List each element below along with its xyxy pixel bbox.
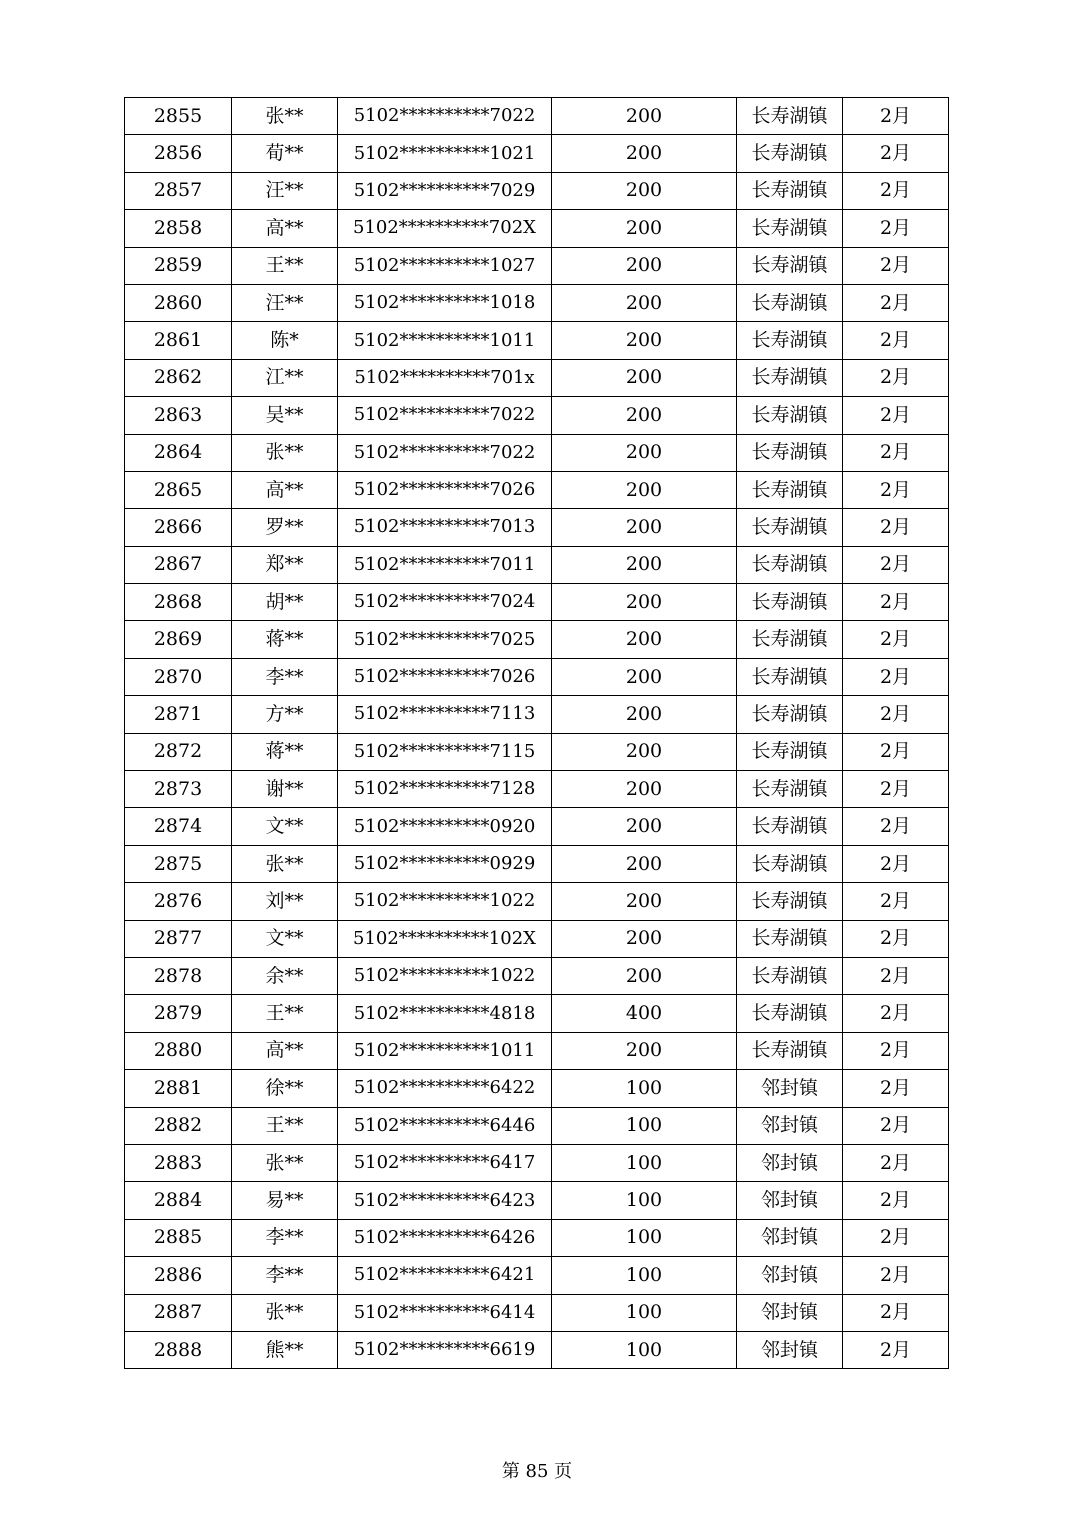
month-cell: 2月: [843, 771, 949, 808]
serial-number-cell: 2861: [125, 322, 232, 359]
amount-cell: 200: [552, 808, 737, 845]
table-row: [125, 845, 949, 882]
amount-cell: 200: [552, 584, 737, 621]
id-number-cell: 5102**********1022: [338, 957, 552, 994]
amount-cell: 200: [552, 733, 737, 770]
serial-number-cell: 2886: [125, 1257, 232, 1294]
id-number-cell: 5102**********7024: [338, 584, 552, 621]
table-row: [125, 322, 949, 359]
table-row: [125, 135, 949, 172]
table-row: [125, 1144, 949, 1181]
table-row: [125, 509, 949, 546]
name-cell: 罗**: [232, 509, 338, 546]
serial-number-cell: 2872: [125, 733, 232, 770]
name-cell: 张**: [232, 98, 338, 135]
serial-number-cell: 2873: [125, 771, 232, 808]
amount-cell: 200: [552, 471, 737, 508]
name-cell: 王**: [232, 995, 338, 1032]
town-cell: 长寿湖镇: [737, 771, 843, 808]
table-row: [125, 471, 949, 508]
table-row: [125, 957, 949, 994]
month-cell: 2月: [843, 658, 949, 695]
id-number-cell: 5102**********6421: [338, 1257, 552, 1294]
town-cell: 邻封镇: [737, 1070, 843, 1107]
amount-cell: 100: [552, 1144, 737, 1181]
month-cell: 2月: [843, 284, 949, 321]
name-cell: 汪**: [232, 284, 338, 321]
serial-number-cell: 2866: [125, 509, 232, 546]
serial-number-cell: 2877: [125, 920, 232, 957]
table-row: [125, 210, 949, 247]
month-cell: 2月: [843, 621, 949, 658]
name-cell: 荀**: [232, 135, 338, 172]
serial-number-cell: 2864: [125, 434, 232, 471]
id-number-cell: 5102**********6423: [338, 1182, 552, 1219]
amount-cell: 100: [552, 1331, 737, 1368]
table-row: [125, 995, 949, 1032]
month-cell: 2月: [843, 883, 949, 920]
serial-number-cell: 2863: [125, 397, 232, 434]
id-number-cell: 5102**********6426: [338, 1219, 552, 1256]
town-cell: 长寿湖镇: [737, 920, 843, 957]
month-cell: 2月: [843, 1070, 949, 1107]
town-cell: 长寿湖镇: [737, 584, 843, 621]
id-number-cell: 5102**********1011: [338, 1032, 552, 1069]
month-cell: 2月: [843, 1219, 949, 1256]
town-cell: 长寿湖镇: [737, 733, 843, 770]
id-number-cell: 5102**********6422: [338, 1070, 552, 1107]
amount-cell: 200: [552, 322, 737, 359]
month-cell: 2月: [843, 247, 949, 284]
id-number-cell: 5102**********6414: [338, 1294, 552, 1331]
id-number-cell: 5102**********6446: [338, 1107, 552, 1144]
town-cell: 长寿湖镇: [737, 284, 843, 321]
id-number-cell: 5102**********6417: [338, 1144, 552, 1181]
town-cell: 长寿湖镇: [737, 135, 843, 172]
amount-cell: 200: [552, 509, 737, 546]
name-cell: 余**: [232, 957, 338, 994]
table-row: [125, 1032, 949, 1069]
table-row: [125, 546, 949, 583]
serial-number-cell: 2856: [125, 135, 232, 172]
month-cell: 2月: [843, 584, 949, 621]
table-row: [125, 920, 949, 957]
amount-cell: 400: [552, 995, 737, 1032]
month-cell: 2月: [843, 98, 949, 135]
amount-cell: 200: [552, 696, 737, 733]
name-cell: 徐**: [232, 1070, 338, 1107]
data-table: [124, 97, 949, 1369]
table-row: [125, 1107, 949, 1144]
name-cell: 郑**: [232, 546, 338, 583]
town-cell: 长寿湖镇: [737, 808, 843, 845]
id-number-cell: 5102**********7115: [338, 733, 552, 770]
amount-cell: 200: [552, 621, 737, 658]
month-cell: 2月: [843, 957, 949, 994]
town-cell: 长寿湖镇: [737, 359, 843, 396]
town-cell: 长寿湖镇: [737, 883, 843, 920]
amount-cell: 200: [552, 359, 737, 396]
town-cell: 长寿湖镇: [737, 658, 843, 695]
month-cell: 2月: [843, 135, 949, 172]
town-cell: 邻封镇: [737, 1107, 843, 1144]
amount-cell: 200: [552, 135, 737, 172]
name-cell: 蒋**: [232, 733, 338, 770]
id-number-cell: 5102**********7022: [338, 397, 552, 434]
amount-cell: 200: [552, 883, 737, 920]
serial-number-cell: 2878: [125, 957, 232, 994]
amount-cell: 100: [552, 1182, 737, 1219]
name-cell: 文**: [232, 808, 338, 845]
town-cell: 长寿湖镇: [737, 845, 843, 882]
name-cell: 刘**: [232, 883, 338, 920]
town-cell: 邻封镇: [737, 1144, 843, 1181]
name-cell: 熊**: [232, 1331, 338, 1368]
serial-number-cell: 2857: [125, 172, 232, 209]
id-number-cell: 5102**********7022: [338, 98, 552, 135]
amount-cell: 200: [552, 658, 737, 695]
name-cell: 汪**: [232, 172, 338, 209]
serial-number-cell: 2888: [125, 1331, 232, 1368]
month-cell: 2月: [843, 397, 949, 434]
town-cell: 长寿湖镇: [737, 621, 843, 658]
serial-number-cell: 2867: [125, 546, 232, 583]
name-cell: 文**: [232, 920, 338, 957]
serial-number-cell: 2875: [125, 845, 232, 882]
id-number-cell: 5102**********102X: [338, 920, 552, 957]
name-cell: 胡**: [232, 584, 338, 621]
serial-number-cell: 2879: [125, 995, 232, 1032]
id-number-cell: 5102**********1018: [338, 284, 552, 321]
name-cell: 王**: [232, 247, 338, 284]
table-row: [125, 696, 949, 733]
month-cell: 2月: [843, 696, 949, 733]
serial-number-cell: 2859: [125, 247, 232, 284]
serial-number-cell: 2871: [125, 696, 232, 733]
table-row: [125, 1219, 949, 1256]
table-row: [125, 172, 949, 209]
id-number-cell: 5102**********6619: [338, 1331, 552, 1368]
table-row: [125, 284, 949, 321]
table-row: [125, 584, 949, 621]
name-cell: 谢**: [232, 771, 338, 808]
id-number-cell: 5102**********0920: [338, 808, 552, 845]
table-row: [125, 1331, 949, 1368]
id-number-cell: 5102**********7128: [338, 771, 552, 808]
table-row: [125, 771, 949, 808]
amount-cell: 100: [552, 1070, 737, 1107]
town-cell: 邻封镇: [737, 1182, 843, 1219]
amount-cell: 200: [552, 284, 737, 321]
month-cell: 2月: [843, 172, 949, 209]
month-cell: 2月: [843, 1182, 949, 1219]
town-cell: 长寿湖镇: [737, 172, 843, 209]
serial-number-cell: 2860: [125, 284, 232, 321]
id-number-cell: 5102**********7011: [338, 546, 552, 583]
serial-number-cell: 2865: [125, 471, 232, 508]
serial-number-cell: 2869: [125, 621, 232, 658]
serial-number-cell: 2868: [125, 584, 232, 621]
amount-cell: 200: [552, 210, 737, 247]
serial-number-cell: 2881: [125, 1070, 232, 1107]
town-cell: 邻封镇: [737, 1294, 843, 1331]
town-cell: 长寿湖镇: [737, 98, 843, 135]
name-cell: 高**: [232, 471, 338, 508]
month-cell: 2月: [843, 920, 949, 957]
id-number-cell: 5102**********702X: [338, 210, 552, 247]
amount-cell: 200: [552, 397, 737, 434]
id-number-cell: 5102**********1021: [338, 135, 552, 172]
id-number-cell: 5102**********7026: [338, 471, 552, 508]
serial-number-cell: 2858: [125, 210, 232, 247]
month-cell: 2月: [843, 995, 949, 1032]
month-cell: 2月: [843, 808, 949, 845]
month-cell: 2月: [843, 733, 949, 770]
month-cell: 2月: [843, 1294, 949, 1331]
name-cell: 蒋**: [232, 621, 338, 658]
town-cell: 长寿湖镇: [737, 546, 843, 583]
name-cell: 李**: [232, 1257, 338, 1294]
table-row: [125, 359, 949, 396]
month-cell: 2月: [843, 359, 949, 396]
name-cell: 王**: [232, 1107, 338, 1144]
month-cell: 2月: [843, 1144, 949, 1181]
id-number-cell: 5102**********0929: [338, 845, 552, 882]
table-body: [125, 98, 949, 1369]
town-cell: 长寿湖镇: [737, 509, 843, 546]
table-row: [125, 883, 949, 920]
town-cell: 长寿湖镇: [737, 957, 843, 994]
town-cell: 长寿湖镇: [737, 995, 843, 1032]
amount-cell: 200: [552, 98, 737, 135]
amount-cell: 100: [552, 1219, 737, 1256]
id-number-cell: 5102**********7013: [338, 509, 552, 546]
id-number-cell: 5102**********1022: [338, 883, 552, 920]
table-row: [125, 98, 949, 135]
id-number-cell: 5102**********1027: [338, 247, 552, 284]
serial-number-cell: 2855: [125, 98, 232, 135]
serial-number-cell: 2887: [125, 1294, 232, 1331]
town-cell: 长寿湖镇: [737, 471, 843, 508]
name-cell: 张**: [232, 1144, 338, 1181]
town-cell: 长寿湖镇: [737, 696, 843, 733]
amount-cell: 200: [552, 172, 737, 209]
table-row: [125, 733, 949, 770]
amount-cell: 100: [552, 1107, 737, 1144]
name-cell: 陈*: [232, 322, 338, 359]
amount-cell: 200: [552, 546, 737, 583]
id-number-cell: 5102**********7026: [338, 658, 552, 695]
name-cell: 吴**: [232, 397, 338, 434]
name-cell: 张**: [232, 845, 338, 882]
month-cell: 2月: [843, 845, 949, 882]
table-row: [125, 1257, 949, 1294]
serial-number-cell: 2883: [125, 1144, 232, 1181]
name-cell: 李**: [232, 658, 338, 695]
town-cell: 邻封镇: [737, 1257, 843, 1294]
month-cell: 2月: [843, 471, 949, 508]
amount-cell: 200: [552, 771, 737, 808]
name-cell: 李**: [232, 1219, 338, 1256]
amount-cell: 200: [552, 247, 737, 284]
town-cell: 长寿湖镇: [737, 434, 843, 471]
name-cell: 高**: [232, 1032, 338, 1069]
month-cell: 2月: [843, 1107, 949, 1144]
table-row: [125, 1182, 949, 1219]
amount-cell: 200: [552, 957, 737, 994]
town-cell: 长寿湖镇: [737, 397, 843, 434]
town-cell: 邻封镇: [737, 1219, 843, 1256]
id-number-cell: 5102**********7113: [338, 696, 552, 733]
serial-number-cell: 2874: [125, 808, 232, 845]
amount-cell: 200: [552, 434, 737, 471]
month-cell: 2月: [843, 1331, 949, 1368]
serial-number-cell: 2862: [125, 359, 232, 396]
town-cell: 长寿湖镇: [737, 1032, 843, 1069]
id-number-cell: 5102**********701x: [338, 359, 552, 396]
id-number-cell: 5102**********7025: [338, 621, 552, 658]
month-cell: 2月: [843, 210, 949, 247]
name-cell: 江**: [232, 359, 338, 396]
serial-number-cell: 2884: [125, 1182, 232, 1219]
month-cell: 2月: [843, 1257, 949, 1294]
serial-number-cell: 2882: [125, 1107, 232, 1144]
table-row: [125, 397, 949, 434]
serial-number-cell: 2876: [125, 883, 232, 920]
month-cell: 2月: [843, 434, 949, 471]
amount-cell: 100: [552, 1294, 737, 1331]
name-cell: 高**: [232, 210, 338, 247]
town-cell: 长寿湖镇: [737, 322, 843, 359]
serial-number-cell: 2870: [125, 658, 232, 695]
table-row: [125, 621, 949, 658]
name-cell: 方**: [232, 696, 338, 733]
table-row: [125, 1294, 949, 1331]
month-cell: 2月: [843, 1032, 949, 1069]
id-number-cell: 5102**********7022: [338, 434, 552, 471]
table-row: [125, 1070, 949, 1107]
table-row: [125, 658, 949, 695]
page-number: 第 85 页: [501, 1461, 573, 1482]
serial-number-cell: 2880: [125, 1032, 232, 1069]
id-number-cell: 5102**********4818: [338, 995, 552, 1032]
town-cell: 邻封镇: [737, 1331, 843, 1368]
id-number-cell: 5102**********7029: [338, 172, 552, 209]
table-row: [125, 808, 949, 845]
name-cell: 易**: [232, 1182, 338, 1219]
id-number-cell: 5102**********1011: [338, 322, 552, 359]
amount-cell: 200: [552, 845, 737, 882]
month-cell: 2月: [843, 322, 949, 359]
town-cell: 长寿湖镇: [737, 247, 843, 284]
name-cell: 张**: [232, 434, 338, 471]
table-row: [125, 247, 949, 284]
month-cell: 2月: [843, 509, 949, 546]
amount-cell: 200: [552, 920, 737, 957]
amount-cell: 100: [552, 1257, 737, 1294]
table-row: [125, 434, 949, 471]
name-cell: 张**: [232, 1294, 338, 1331]
amount-cell: 200: [552, 1032, 737, 1069]
town-cell: 长寿湖镇: [737, 210, 843, 247]
month-cell: 2月: [843, 546, 949, 583]
serial-number-cell: 2885: [125, 1219, 232, 1256]
